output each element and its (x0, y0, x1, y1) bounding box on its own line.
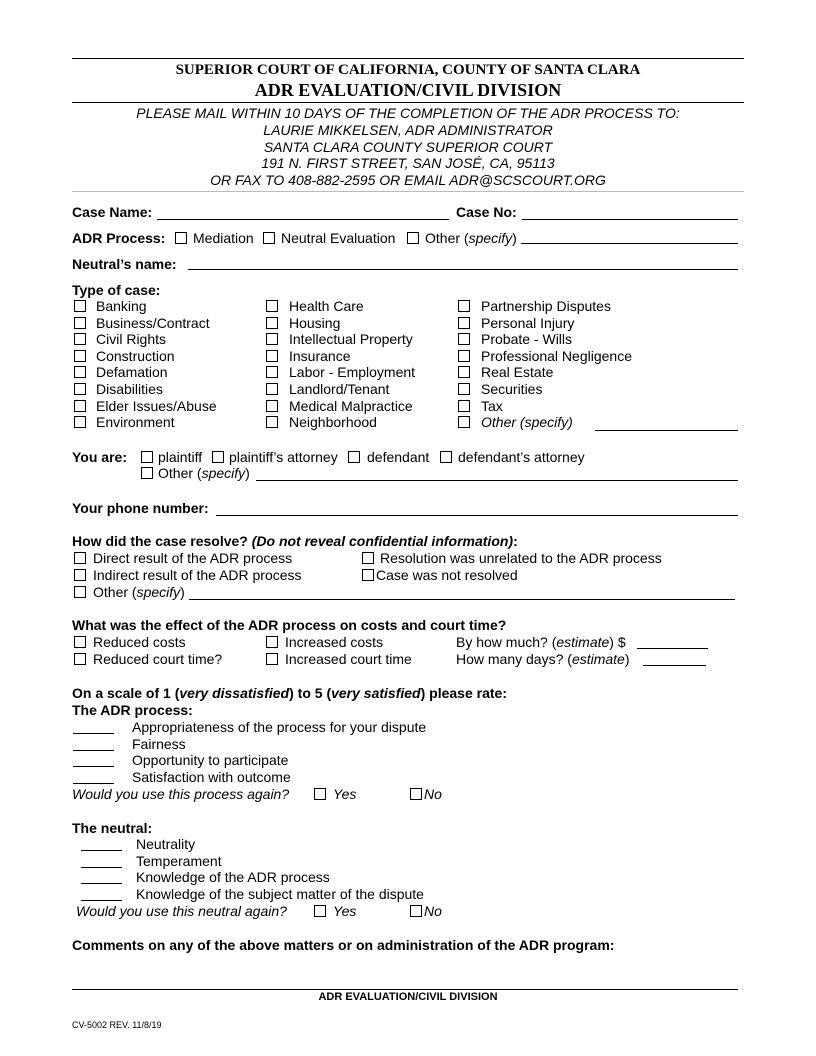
resolve-direct-label: Direct result of the ADR process (93, 550, 293, 566)
reduced-court-time-checkbox[interactable] (74, 653, 86, 665)
case-type-checkbox[interactable] (266, 416, 278, 428)
case-type-checkbox[interactable] (266, 350, 278, 362)
resolve-unrelated-checkbox[interactable] (362, 552, 374, 564)
adr-again-question: Would you use this process again? (72, 786, 290, 802)
you-are-other-field[interactable] (256, 480, 738, 481)
case-type-label: Tax (481, 398, 503, 414)
defendant-checkbox[interactable] (348, 451, 360, 463)
case-type-label: Medical Malpractice (289, 398, 413, 414)
case-type-label: Housing (289, 315, 341, 331)
case-type-label: Securities (481, 381, 543, 397)
how-many-days-field[interactable] (643, 665, 706, 666)
adr-again-no-checkbox[interactable] (410, 788, 422, 800)
rating-blank[interactable] (81, 867, 122, 868)
how-much-label: By how much? (estimate) $ (456, 634, 626, 650)
case-type-label: Neighborhood (289, 414, 377, 430)
case-type-label: Real Estate (481, 364, 554, 380)
reduced-court-time-label: Reduced court time? (93, 651, 223, 667)
resolve-unrelated-label: Resolution was unrelated to the ADR process (380, 550, 662, 566)
case-type-checkbox[interactable] (458, 400, 470, 412)
neutral-again-yes-label: Yes (333, 903, 357, 919)
rating-item-label: Appropriateness of the process for your dispute (132, 719, 427, 735)
neutral-evaluation-label: Neutral Evaluation (281, 230, 396, 246)
case-type-checkbox[interactable] (266, 383, 278, 395)
adr-other-field[interactable] (521, 243, 738, 244)
neutral-again-yes-checkbox[interactable] (314, 905, 326, 917)
plaintiff-attorney-label: plaintiff’s attorney (229, 449, 338, 465)
comments-label: Comments on any of the above matters or on administration of the ADR program: (72, 937, 615, 953)
case-type-other-label: Other (specify) (481, 414, 573, 430)
case-type-checkbox[interactable] (266, 333, 278, 345)
case-type-checkbox[interactable] (74, 350, 86, 362)
case-name-label: Case Name: (72, 204, 153, 220)
case-type-checkbox[interactable] (74, 317, 86, 329)
rating-blank[interactable] (73, 750, 114, 751)
case-type-label: Personal Injury (481, 315, 575, 331)
how-much-field[interactable] (637, 648, 708, 649)
mail-line-1: PLEASE MAIL WITHIN 10 DAYS OF THE COMPLETION OF THE ADR PROCESS TO: (136, 105, 680, 121)
mediation-label: Mediation (193, 230, 254, 246)
case-type-checkbox[interactable] (74, 366, 86, 378)
case-type-checkbox[interactable] (74, 416, 86, 428)
case-type-label: Civil Rights (96, 331, 167, 347)
type-of-case-label: Type of case: (72, 282, 161, 298)
resolve-indirect-label: Indirect result of the ADR process (93, 567, 302, 583)
case-type-checkbox[interactable] (458, 317, 470, 329)
adr-process-label: ADR Process: (72, 230, 166, 246)
case-type-checkbox[interactable] (266, 317, 278, 329)
you-are-other-checkbox[interactable] (141, 467, 153, 479)
case-type-label: Health Care (289, 298, 364, 314)
you-are-other-label: Other (specify) (158, 465, 250, 481)
case-type-label: Elder Issues/Abuse (96, 398, 217, 414)
effect-question: What was the effect of the ADR process on costs and court time? (72, 617, 507, 633)
mediation-checkbox[interactable] (175, 232, 187, 244)
rating-blank[interactable] (73, 783, 114, 784)
defendant-label: defendant (367, 449, 430, 465)
adr-again-yes-checkbox[interactable] (314, 788, 326, 800)
rating-blank[interactable] (81, 850, 122, 851)
case-type-checkbox[interactable] (458, 366, 470, 378)
phone-field[interactable] (216, 515, 738, 516)
neutral-again-no-label: No (424, 903, 442, 919)
resolve-other-field[interactable] (189, 599, 735, 600)
case-type-checkbox[interactable] (458, 350, 470, 362)
case-type-checkbox[interactable] (74, 383, 86, 395)
footer-rule (72, 989, 738, 990)
case-type-other-checkbox[interactable] (458, 416, 470, 428)
rating-blank[interactable] (81, 883, 122, 884)
case-type-checkbox[interactable] (266, 366, 278, 378)
case-type-label: Labor - Employment (289, 364, 416, 380)
case-type-label: Environment (96, 414, 175, 430)
case-type-checkbox[interactable] (458, 300, 470, 312)
case-type-checkbox[interactable] (458, 383, 470, 395)
case-type-label: Disabilities (96, 381, 163, 397)
increased-court-time-checkbox[interactable] (266, 653, 278, 665)
adr-again-no-label: No (424, 786, 442, 802)
you-are-label: You are: (72, 449, 127, 465)
case-no-label: Case No: (456, 204, 517, 220)
case-type-label: Business/Contract (96, 315, 210, 331)
rating-item-label: Knowledge of the subject matter of the dispute (136, 886, 424, 902)
case-type-label: Banking (96, 298, 147, 314)
form-number: CV-5002 REV. 11/8/19 (72, 1020, 162, 1030)
rating-blank[interactable] (73, 733, 114, 734)
resolve-not-resolved-label: Case was not resolved (376, 567, 518, 583)
case-type-checkbox[interactable] (74, 333, 86, 345)
rating-item-label: Knowledge of the ADR process (136, 869, 330, 885)
case-type-label: Insurance (289, 348, 351, 364)
case-no-field[interactable] (522, 219, 738, 220)
rating-item-label: Temperament (136, 853, 222, 869)
plaintiff-checkbox[interactable] (141, 451, 153, 463)
header-title-rule (72, 102, 744, 103)
plaintiff-attorney-checkbox[interactable] (212, 451, 224, 463)
rating-blank[interactable] (81, 900, 122, 901)
increased-costs-checkbox[interactable] (266, 636, 278, 648)
reduced-costs-label: Reduced costs (93, 634, 186, 650)
resolve-other-checkbox[interactable] (74, 586, 86, 598)
rating-blank[interactable] (73, 766, 114, 767)
case-type-label: Intellectual Property (289, 331, 413, 347)
phone-label: Your phone number: (72, 500, 209, 516)
header-top-rule (72, 58, 744, 59)
court-name: SUPERIOR COURT OF CALIFORNIA, COUNTY OF SANTA CLARA (175, 62, 641, 78)
increased-costs-label: Increased costs (285, 634, 384, 650)
case-type-checkbox[interactable] (458, 333, 470, 345)
footer-title: ADR EVALUATION/CIVIL DIVISION (318, 991, 498, 1003)
neutral-again-question: Would you use this neutral again? (76, 903, 287, 919)
header-bottom-rule (72, 191, 744, 192)
mail-line-4: 191 N. FIRST STREET, SAN JOSÉ, CA, 95113 (261, 155, 555, 171)
case-type-label: Defamation (96, 364, 168, 380)
mail-line-2: LAURIE MIKKELSEN, ADR ADMINISTRATOR (263, 122, 553, 138)
case-type-label: Partnership Disputes (481, 298, 611, 314)
resolve-indirect-checkbox[interactable] (74, 569, 86, 581)
adr-other-checkbox[interactable] (407, 232, 419, 244)
case-type-checkbox[interactable] (74, 400, 86, 412)
rating-item-label: Fairness (132, 736, 186, 752)
rating-item-label: Neutrality (136, 836, 196, 852)
resolve-direct-checkbox[interactable] (74, 552, 86, 564)
resolve-question: How did the case resolve? (Do not reveal confidential information): (72, 533, 518, 549)
resolve-other-label: Other (specify) (93, 584, 185, 600)
case-type-label: Landlord/Tenant (289, 381, 390, 397)
case-type-label: Professional Negligence (481, 348, 632, 364)
case-type-checkbox[interactable] (266, 400, 278, 412)
neutral-ratings-label: The neutral: (72, 820, 153, 836)
rating-item-label: Opportunity to participate (132, 752, 289, 768)
case-type-label: Construction (96, 348, 175, 364)
rating-item-label: Satisfaction with outcome (132, 769, 291, 785)
increased-court-time-label: Increased court time (285, 651, 412, 667)
scale-instructions: On a scale of 1 (very dissatisfied) to 5 (very satisfied) please rate: (72, 685, 507, 701)
resolve-not-resolved-checkbox[interactable] (362, 569, 374, 581)
neutral-name-label: Neutral’s name: (72, 256, 177, 272)
defendant-attorney-checkbox[interactable] (440, 451, 452, 463)
adr-other-label: Other (specify) (425, 230, 517, 246)
adr-again-yes-label: Yes (333, 786, 357, 802)
neutral-again-no-checkbox[interactable] (410, 905, 422, 917)
case-name-field[interactable] (157, 219, 449, 220)
case-type-label: Probate - Wills (481, 331, 573, 347)
reduced-costs-checkbox[interactable] (74, 636, 86, 648)
plaintiff-label: plaintiff (158, 449, 203, 465)
case-type-other-field[interactable] (595, 430, 738, 431)
mail-line-3: SANTA CLARA COUNTY SUPERIOR COURT (263, 139, 553, 155)
neutral-evaluation-checkbox[interactable] (263, 232, 275, 244)
case-type-checkbox[interactable] (266, 300, 278, 312)
page-title: ADR EVALUATION/CIVIL DIVISION (254, 80, 562, 100)
how-many-days-label: How many days? (estimate) (456, 651, 630, 667)
case-type-checkbox[interactable] (74, 300, 86, 312)
adr-ratings-label: The ADR process: (72, 702, 193, 718)
mail-line-5: OR FAX TO 408-882-2595 OR EMAIL ADR@SCSCOURT.ORG (210, 172, 606, 188)
neutral-name-field[interactable] (188, 269, 738, 270)
defendant-attorney-label: defendant’s attorney (458, 449, 585, 465)
